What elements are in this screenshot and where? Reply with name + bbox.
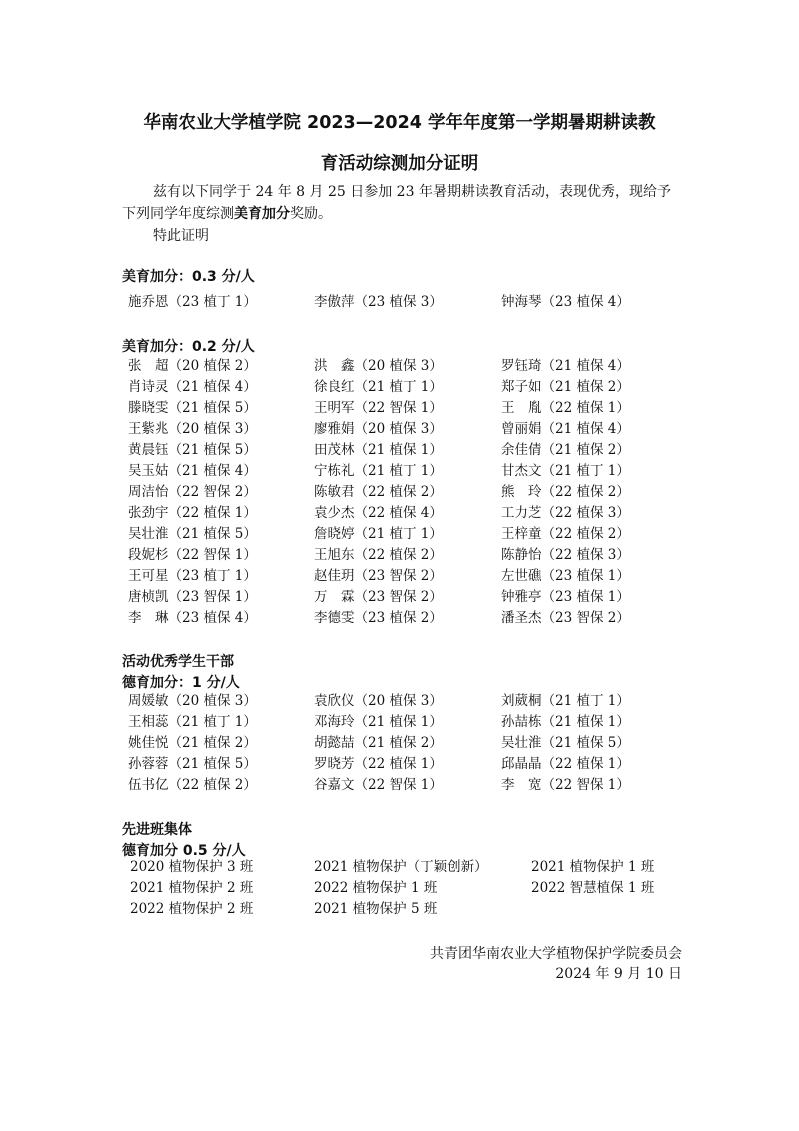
list-item: 张劲宇（22 植保 1） [128, 505, 257, 521]
section-subheading-activity: 德育加分：1 分/人 [122, 675, 240, 691]
list-item: 2022 植物保护 2 班 [130, 901, 254, 917]
list-item: 王 胤（22 植保 1） [501, 400, 630, 416]
intro-paragraph [122, 181, 682, 225]
list-item: 洪 鑫（20 植保 3） [314, 358, 443, 374]
intro-text-after: 奖励。 [290, 206, 332, 222]
list-item: 詹晓婷（21 植丁 1） [314, 526, 443, 542]
list-item: 周洁怡（22 智保 2） [128, 484, 257, 500]
list-item: 曾丽娟（21 植保 4） [501, 421, 630, 437]
list-item: 王相蕊（21 植丁 1） [128, 714, 257, 730]
list-item: 吴玉姑（21 植保 4） [128, 463, 257, 479]
list-item: 袁欣仪（20 植保 3） [314, 693, 443, 709]
list-item: 罗钰琦（21 植保 4） [501, 358, 630, 374]
signature-org: 共青团华南农业大学植物保护学院委员会 [430, 946, 682, 962]
list-item: 2021 植物保护 1 班 [531, 859, 655, 875]
list-item: 潘圣杰（23 智保 2） [501, 610, 630, 626]
list-item: 施乔恩（23 植丁 1） [128, 294, 257, 310]
list-item: 2020 植物保护 3 班 [130, 859, 254, 875]
list-item: 刘葳桐（21 植丁 1） [501, 693, 630, 709]
list-item: 段妮杉（22 智保 1） [128, 547, 257, 563]
section-heading-mei02: 美育加分：0.2 分/人 [122, 339, 255, 355]
list-item: 周媛敏（20 植保 3） [128, 693, 257, 709]
list-item: 郑子如（21 植保 2） [501, 379, 630, 395]
list-item: 孙喆栋（21 植保 1） [501, 714, 630, 730]
list-item: 廖雅娟（20 植保 3） [314, 421, 443, 437]
list-item: 陈敏君（22 植保 2） [314, 484, 443, 500]
list-item: 熊 玲（22 植保 2） [501, 484, 630, 500]
section-subheading-classes: 德育加分 0.5 分/人 [122, 843, 246, 859]
list-item: 谷嘉文（22 智保 1） [314, 777, 443, 793]
list-item: 2021 植物保护（丁颖创新） [314, 859, 488, 875]
list-item: 万 霖（23 智保 2） [314, 589, 443, 605]
section-heading-classes: 先进班集体 [122, 822, 192, 838]
doc-title-line2: 育活动综测加分证明 [320, 154, 479, 174]
doc-title-line1: 华南农业大学植学院 2023—2024 学年年度第一学期暑期耕读教 [143, 113, 656, 133]
list-item: 宁栋礼（21 植丁 1） [314, 463, 443, 479]
list-item: 钟雅亭（23 植保 1） [501, 589, 630, 605]
list-item: 李德雯（23 植保 2） [314, 610, 443, 626]
certify-text: 特此证明 [153, 228, 209, 244]
list-item: 余佳倩（21 植保 2） [501, 442, 630, 458]
list-item: 李 宽（22 智保 1） [501, 777, 630, 793]
list-item: 2021 植物保护 2 班 [130, 880, 254, 896]
list-item: 王旭东（22 植保 2） [314, 547, 443, 563]
list-item: 工力芝（22 植保 3） [501, 505, 630, 521]
list-item: 2022 智慧植保 1 班 [531, 880, 655, 896]
intro-text-before: 兹有以下同学于 24 年 8 月 25 日参加 23 年暑期耕读教育活动，表现优秀，现给予下列同学年度综测 [122, 184, 671, 222]
intro-text-bold: 美育加分 [234, 206, 290, 222]
list-item: 左世礁（23 植保 1） [501, 568, 630, 584]
list-item: 胡懿喆（21 植保 2） [314, 735, 443, 751]
section-heading-activity: 活动优秀学生干部 [122, 654, 234, 670]
list-item: 孙蓉蓉（21 植保 5） [128, 756, 257, 772]
list-item: 徐良红（21 植丁 1） [314, 379, 443, 395]
section-heading-mei03: 美育加分：0.3 分/人 [122, 269, 255, 285]
list-item: 王紫兆（20 植保 3） [128, 421, 257, 437]
list-item: 钟海琴（23 植保 4） [501, 294, 630, 310]
list-item: 王可星（23 植丁 1） [128, 568, 257, 584]
list-item: 姚佳悦（21 植保 2） [128, 735, 257, 751]
list-item: 陈静怡（22 植保 3） [501, 547, 630, 563]
list-item: 肖诗灵（21 植保 4） [128, 379, 257, 395]
list-item: 邱晶晶（22 植保 1） [501, 756, 630, 772]
list-item: 王梓童（22 植保 2） [501, 526, 630, 542]
list-item: 李傲萍（23 植保 3） [314, 294, 443, 310]
list-item: 邓海玲（21 植保 1） [314, 714, 443, 730]
list-item: 吴壮淮（21 植保 5） [128, 526, 257, 542]
list-item: 袁少杰（22 植保 4） [314, 505, 443, 521]
list-item: 李 琳（23 植保 4） [128, 610, 257, 626]
list-item: 2022 植物保护 1 班 [314, 880, 438, 896]
list-item: 唐桢凯（23 智保 1） [128, 589, 257, 605]
list-item: 田茂林（21 植保 1） [314, 442, 443, 458]
list-item: 赵佳玥（23 智保 2） [314, 568, 443, 584]
list-item: 张 超（20 植保 2） [128, 358, 257, 374]
list-item: 滕晓雯（21 植保 5） [128, 400, 257, 416]
list-item: 罗晓芳（22 植保 1） [314, 756, 443, 772]
list-item: 2021 植物保护 5 班 [314, 901, 438, 917]
list-item: 吴壮淮（21 植保 5） [501, 735, 630, 751]
list-item: 伍书亿（22 植保 2） [128, 777, 257, 793]
signature-date: 2024 年 9 月 10 日 [555, 966, 682, 982]
list-item: 黄晨钰（21 植保 5） [128, 442, 257, 458]
list-item: 王明军（22 智保 1） [314, 400, 443, 416]
list-item: 甘杰文（21 植丁 1） [501, 463, 630, 479]
